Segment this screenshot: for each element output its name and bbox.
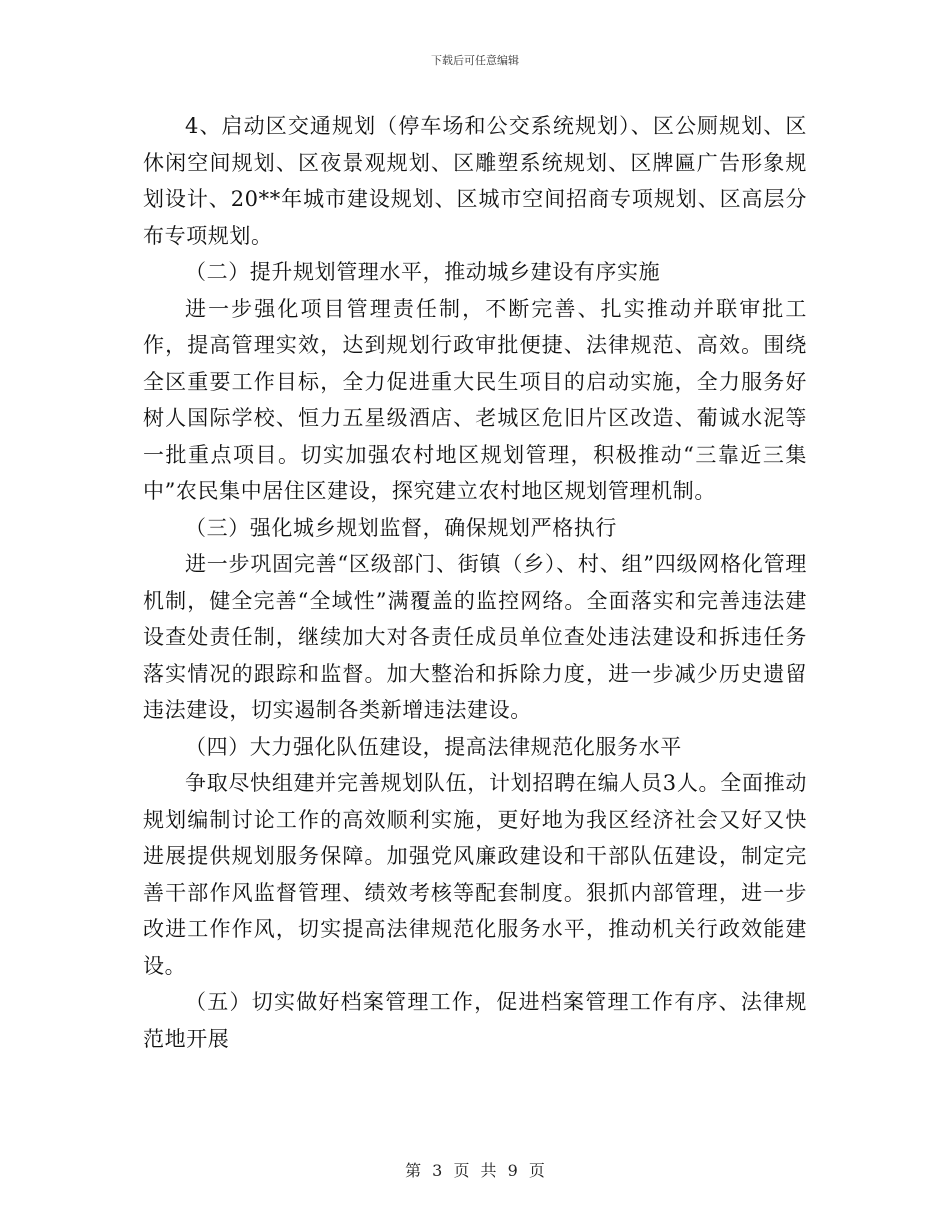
page-header-note: 下载后可任意编辑: [431, 54, 519, 67]
paragraph-section-4: 争取尽快组建并完善规划队伍，计划招聘在编人员3人。全面推动规划编制讨论工作的高效顺利实施，更好地为我区经济社会又好又快进展提供规划服务保障。加强党风廉政建设和干部队伍建设，制定完善干部作风监督管理、绩效考核等配套制度。狠抓内部管理，进一步改进工作作风，切实提高法律规范化服务水平，推动机关行政效能建设。: [143, 771, 807, 978]
section-heading-4: （四）大力强化队伍建设，提高法律规范化服务水平: [185, 734, 682, 759]
paragraph-section-2: 进一步强化项目管理责任制，不断完善、扎实推动并联审批工作，提高管理实效，达到规划行政审批便捷、法律规范、高效。围绕全区重要工作目标，全力促进重大民生项目的启动实施，全力服务好树人国际学校、恒力五星级酒店、老城区危旧片区改造、葡诚水泥等一批重点项目。切实加强农村地区规划管理，积极推动“三靠近三集中”农民集中居住区建设，探究建立农村地区规划管理机制。: [143, 296, 807, 503]
paragraph-section-3: 进一步巩固完善“区级部门、街镇（乡）、村、组”四级网格化管理机制，健全完善“全域性”满覆盖的监控网络。全面落实和完善违法建设查处责任制，继续加大对各责任成员单位查处违法建设和拆违任务落实情况的跟踪和监督。加大整治和拆除力度，进一步减少历史遗留违法建设，切实遏制各类新增违法建设。: [143, 552, 807, 722]
paragraph-item-4: 4、启动区交通规划（停车场和公交系统规划）、区公厕规划、区休闲空间规划、区夜景观规划、区雕塑系统规划、区牌匾广告形象规划设计、20**年城市建设规划、区城市空间招商专项规划、区高层分布专项规划。: [143, 114, 807, 248]
document-body: [143, 108, 807, 1057]
page-number-footer: 第 3 页 共 9 页: [405, 1161, 545, 1180]
section-heading-2: （二）提升规划管理水平，推动城乡建设有序实施: [185, 260, 661, 284]
section-heading-5: （五）切实做好档案管理工作，促进档案管理工作有序、法律规范地开展: [143, 990, 807, 1051]
section-heading-3: （三）强化城乡规划监督，确保规划严格执行: [185, 515, 617, 540]
